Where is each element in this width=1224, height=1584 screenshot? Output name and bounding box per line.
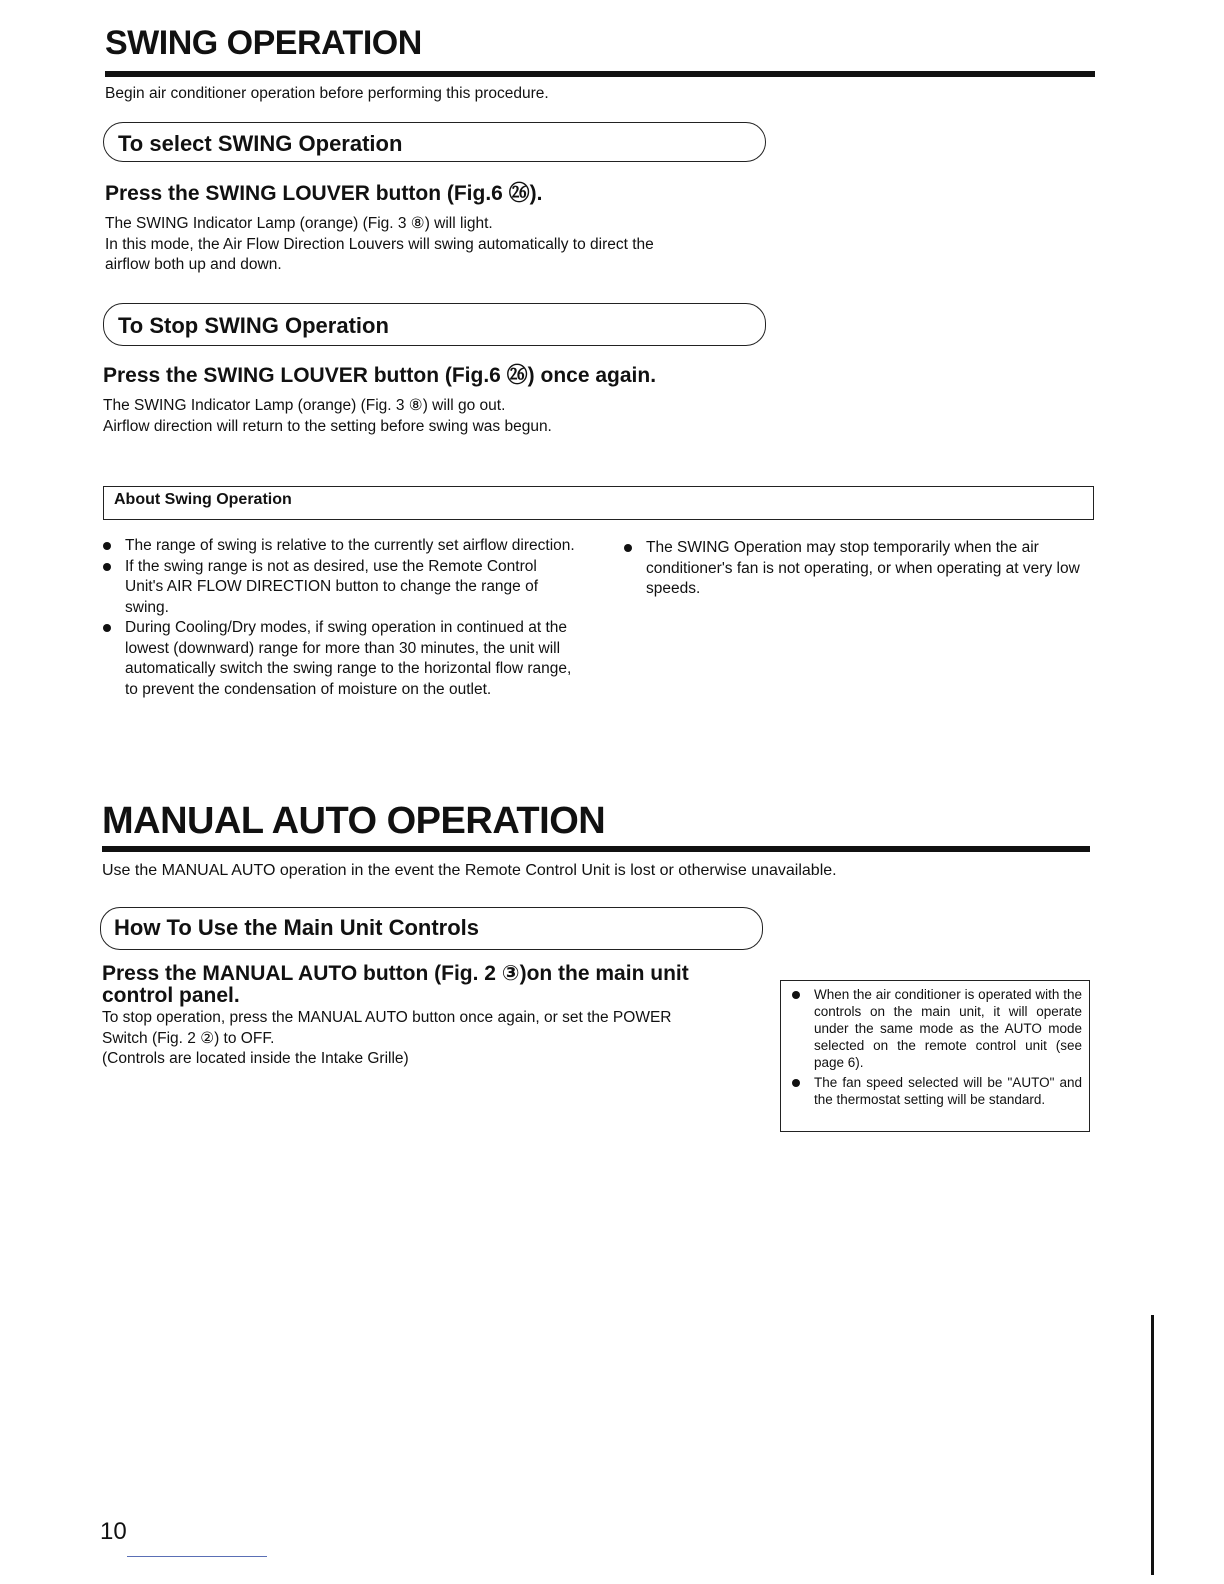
list-item [103, 557, 575, 619]
about-right-column [624, 538, 1096, 600]
text-line: The SWING Indicator Lamp (orange) (Fig. 3 ⑧) will light. [105, 215, 493, 232]
scan-edge-mark [1151, 1315, 1154, 1575]
manual-intro: Use the MANUAL AUTO operation in the event the Remote Control Unit is lost or otherwise unavailable. [102, 862, 837, 879]
bullet-text: The range of swing is relative to the currently set airflow direction. [125, 537, 575, 554]
text-line: To stop operation, press the MANUAL AUTO button once again, or set the POWER [102, 1009, 672, 1026]
about-left-column [103, 536, 575, 700]
list-item [624, 538, 1096, 600]
manual-step-line-1: Press the MANUAL AUTO button (Fig. 2 ③)on the main unit [102, 962, 689, 985]
footer-rule [127, 1556, 267, 1557]
stop-swing-text [103, 396, 823, 437]
note-text: The fan speed selected will be "AUTO" and the thermostat setting will be standard. [814, 1075, 1082, 1107]
text-line: Airflow direction will return to the setting before swing was begun. [103, 417, 552, 435]
bullet-icon [103, 624, 111, 632]
select-swing-text [105, 214, 825, 276]
list-item [792, 1074, 1082, 1108]
bullet-text: If the swing range is not as desired, use the Remote Control Unit's AIR FLOW DIRECTION button to change the range of swing. [125, 557, 539, 616]
select-swing-header: To select SWING Operation [118, 131, 403, 156]
bullet-icon [792, 991, 800, 999]
manual-notes [792, 986, 1082, 1108]
page-number: 10 [100, 1518, 127, 1545]
bullet-icon [792, 1079, 800, 1087]
text-line: Switch (Fig. 2 ②) to OFF. [102, 1029, 275, 1047]
text-line: In this mode, the Air Flow Direction Louvers will swing automatically to direct the [105, 235, 654, 253]
bullet-icon [103, 563, 111, 571]
howto-header: How To Use the Main Unit Controls [114, 915, 480, 940]
text-line: The SWING Indicator Lamp (orange) (Fig. 3 ⑧) will go out. [103, 397, 506, 414]
note-text: When the air conditioner is operated with the controls on the main unit, it will operate under the same mode as the AUTO mode selected on the remote control unit (see page 6). [814, 987, 1082, 1070]
manual-step-line-2: control panel. [102, 984, 240, 1007]
text-line: (Controls are located inside the Intake Grille) [102, 1050, 409, 1067]
manual-title: MANUAL AUTO OPERATION [102, 800, 606, 842]
bullet-icon [624, 544, 632, 552]
list-item [103, 536, 575, 557]
swing-intro: Begin air conditioner operation before performing this procedure. [105, 85, 549, 102]
select-swing-step: Press the SWING LOUVER button (Fig.6 ㉖). [105, 182, 543, 205]
about-swing-header: About Swing Operation [114, 491, 292, 508]
swing-title: SWING OPERATION [105, 24, 422, 62]
bullet-icon [103, 542, 111, 550]
bullet-text: The SWING Operation may stop temporarily when the air conditioner's fan is not operating, or when operating at very low speeds. [646, 539, 1080, 597]
list-item [103, 618, 575, 700]
bullet-text: During Cooling/Dry modes, if swing operation in continued at the lowest (downward) range for more than 30 minutes, the unit will automatically switch the swing range to the horizontal flow range, to prevent the condensation of moisture on the outlet. [125, 619, 572, 698]
manual-text [102, 1008, 772, 1070]
stop-swing-header: To Stop SWING Operation [118, 313, 389, 338]
list-item [792, 986, 1082, 1071]
swing-title-rule [105, 71, 1095, 77]
text-line: airflow both up and down. [105, 256, 282, 273]
stop-swing-step: Press the SWING LOUVER button (Fig.6 ㉖) once again. [103, 364, 657, 387]
manual-title-rule [102, 846, 1090, 852]
